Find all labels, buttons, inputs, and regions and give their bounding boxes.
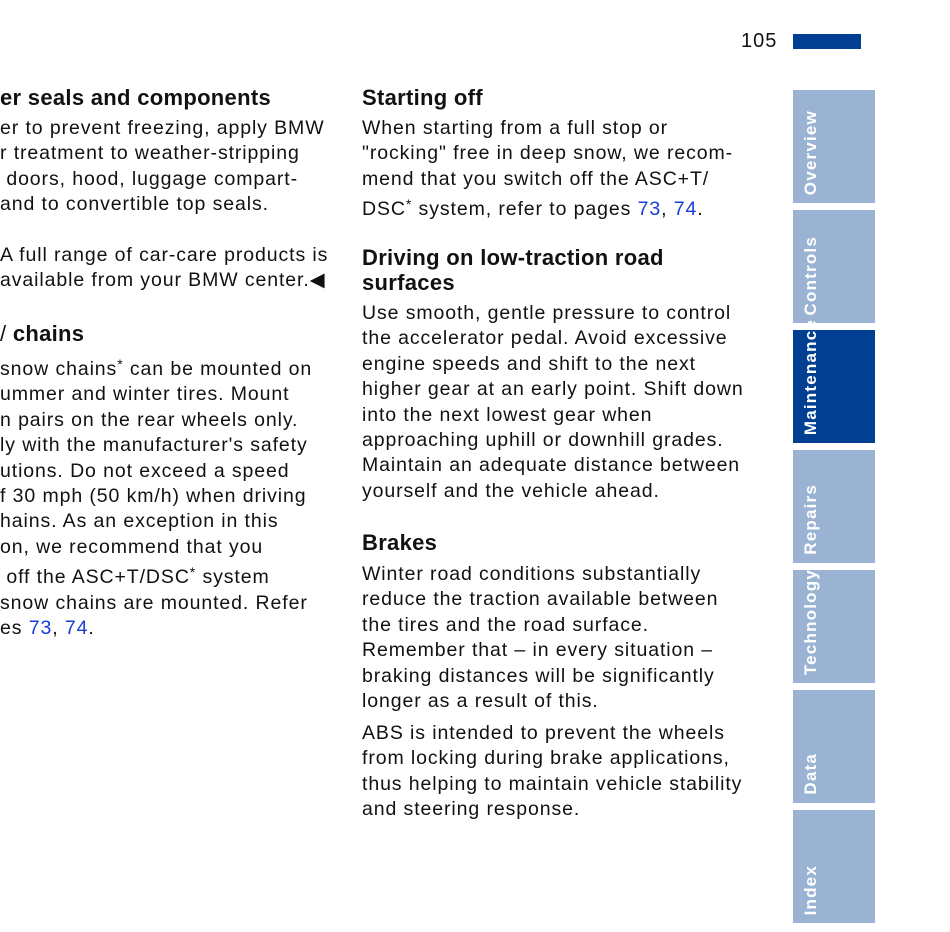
text-line (0, 459, 312, 484)
text-line (0, 560, 312, 590)
text-line (362, 377, 744, 402)
text-segment: r treatment to weather-stripping (0, 142, 300, 165)
text-line (0, 192, 325, 217)
text-segment: es (0, 617, 29, 640)
text-segment: hains. As an exception in this (0, 510, 279, 533)
section-heading-seals: er seals and components (0, 85, 271, 110)
tab-label: Technology (801, 568, 820, 675)
text-line (0, 141, 325, 166)
paragraph-brakes (362, 562, 718, 714)
text-segment: snow chains (0, 358, 118, 380)
text-segment: Maintain an adequate distance between (362, 454, 741, 477)
optional-equipment-asterisk: * (189, 564, 197, 581)
page-reference-link[interactable]: 74 (673, 198, 698, 221)
optional-equipment-asterisk: * (405, 196, 413, 213)
text-line (362, 772, 742, 797)
tab-index[interactable] (793, 810, 875, 923)
text-segment: off the ASC+T/DSC (0, 566, 190, 589)
paragraph-low-traction (362, 301, 744, 504)
text-segment: available from your BMW center.◀ (0, 269, 326, 292)
text-line (362, 721, 742, 746)
heading-line: surfaces (362, 270, 455, 295)
text-segment: . (697, 198, 704, 221)
text-line (0, 616, 312, 641)
text-segment: Winter road conditions substantially (362, 563, 702, 585)
tab-maintenance[interactable] (793, 318, 875, 443)
tab-label: Index (801, 864, 820, 915)
tab-repairs[interactable] (793, 450, 875, 563)
text-segment: , (661, 198, 674, 221)
text-segment: approaching uphill or downhill grades. (362, 429, 724, 452)
text-segment: A full range of car-care products is (0, 244, 329, 266)
text-line (362, 797, 742, 822)
text-segment: reduce the traction available between (362, 588, 719, 611)
text-segment: and steering response. (362, 798, 581, 821)
text-segment: , (52, 617, 65, 640)
section-heading-starting-off: Starting off (362, 85, 483, 110)
text-segment: utions. Do not exceed a speed (0, 459, 290, 482)
section-heading-chains: / chains (0, 321, 85, 346)
tab-label: Maintenance (801, 318, 820, 435)
text-line (362, 689, 718, 714)
text-line (0, 484, 312, 509)
text-segment: braking distances will be significantly (362, 664, 715, 687)
text-line (362, 326, 744, 351)
text-segment: f 30 mph (50 km/h) when driving (0, 485, 307, 508)
page-reference-link[interactable]: 74 (64, 617, 89, 640)
text-segment: can be mounted on (123, 358, 313, 380)
text-segment: ABS is intended to prevent the wheels (362, 722, 725, 744)
text-line (362, 116, 733, 141)
text-segment: ummer and winter tires. Mount (0, 383, 290, 406)
text-line (0, 167, 325, 192)
text-line (362, 352, 744, 377)
text-segment: on, we recommend that you (0, 535, 264, 558)
text-line (362, 664, 718, 689)
text-line (362, 479, 744, 504)
text-segment: system, refer to pages (412, 198, 638, 221)
page-reference-link[interactable]: 73 (637, 198, 662, 221)
text-segment: "rocking" free in deep snow, we recom- (362, 142, 734, 165)
text-line (362, 746, 742, 771)
text-line (0, 243, 328, 268)
text-segment: higher gear at an early point. Shift down (362, 378, 744, 401)
text-segment: and to convertible top seals. (0, 193, 269, 216)
text-line (362, 562, 718, 587)
tab-data[interactable] (793, 690, 875, 803)
text-segment: thus helping to maintain vehicle stability (362, 772, 743, 795)
text-segment: n pairs on the rear wheels only. (0, 408, 299, 431)
text-segment: Remember that – in every situation – (362, 639, 714, 662)
text-segment: the tires and the road surface. (362, 613, 649, 636)
text-line (0, 408, 312, 433)
text-segment: . (88, 617, 95, 640)
paragraph-car-care (0, 243, 328, 294)
text-segment: engine speeds and shift to the next (362, 352, 696, 375)
text-line (362, 453, 744, 478)
text-segment: DSC (362, 198, 406, 221)
text-segment: system (196, 566, 270, 589)
text-segment: er to prevent freezing, apply BMW (0, 117, 325, 139)
text-line (362, 638, 718, 663)
tab-label: Controls (801, 235, 820, 315)
page-marker-bar (793, 34, 861, 49)
section-heading-low-traction (362, 245, 664, 295)
text-line (0, 535, 312, 560)
text-segment: the accelerator pedal. Avoid excessive (362, 327, 728, 350)
heading-line: Driving on low-traction road (362, 245, 664, 270)
tab-label: Data (801, 753, 820, 795)
text-line (0, 591, 312, 616)
section-heading-brakes: Brakes (362, 530, 438, 555)
text-line (362, 301, 744, 326)
paragraph-abs (362, 721, 742, 823)
text-line (362, 192, 733, 222)
tab-controls[interactable] (793, 210, 875, 323)
tab-overview[interactable] (793, 90, 875, 203)
text-segment: yourself and the vehicle ahead. (362, 479, 660, 502)
text-segment: snow chains are mounted. Refer (0, 591, 308, 614)
text-segment: from locking during brake applications, (362, 747, 730, 770)
text-line (0, 268, 328, 293)
tab-label: Repairs (801, 484, 820, 555)
text-segment: doors, hood, luggage compart- (0, 167, 299, 190)
text-line (0, 382, 312, 407)
paragraph-starting-off (362, 116, 733, 223)
text-segment: mend that you switch off the ASC+T/ (362, 167, 710, 190)
text-line (362, 141, 733, 166)
text-line (0, 433, 312, 458)
text-line (362, 167, 733, 192)
text-segment: When starting from a full stop or (362, 117, 669, 139)
paragraph-seals (0, 116, 325, 218)
text-line (362, 428, 744, 453)
optional-equipment-asterisk: * (117, 356, 124, 372)
page-reference-link[interactable]: 73 (28, 617, 53, 640)
text-line (362, 403, 744, 428)
text-line (0, 116, 325, 141)
tab-label: Overview (801, 109, 820, 195)
page-number: 105 (741, 30, 778, 52)
text-line (362, 613, 718, 638)
text-segment: into the next lowest gear when (362, 403, 653, 426)
tab-technology[interactable] (793, 570, 875, 683)
text-segment: Use smooth, gentle pressure to control (362, 302, 732, 324)
text-line (0, 352, 312, 382)
text-line (362, 587, 718, 612)
text-segment: ly with the manufacturer's safety (0, 434, 308, 457)
paragraph-snow-chains (0, 352, 312, 641)
text-segment: longer as a result of this. (362, 690, 599, 713)
heading-text: chains (12, 321, 85, 346)
text-line (0, 509, 312, 534)
